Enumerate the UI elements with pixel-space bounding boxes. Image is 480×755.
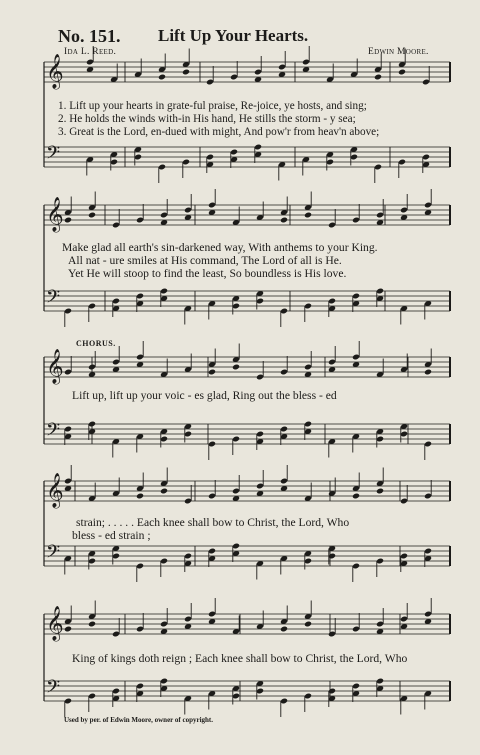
note-head (158, 74, 166, 81)
note-head (304, 621, 312, 628)
bass-clef: 𝄢 (46, 420, 61, 445)
verse-line-4: Make glad all earth's sin-darkened way, With anthems to your King. (62, 241, 378, 254)
note-head (160, 488, 168, 495)
note-head (64, 626, 72, 633)
bass-clef: 𝄢 (46, 287, 61, 312)
verse-line-6: Yet He will stoop to find the least, So boundless is His love. (68, 267, 347, 280)
note-head (88, 621, 96, 628)
lyricist-credit: Ida L. Reed. (64, 47, 117, 57)
note-head (304, 212, 312, 219)
verse-line-1: 1. Lift up your hearts in grate-ful praise, Re-joice, ye hosts, and sing; (58, 100, 367, 112)
note-head (232, 364, 240, 371)
bass-clef: 𝄢 (46, 677, 61, 702)
chorus-line-1: Lift up, lift up your voic - es glad, Ring out the bless - ed (72, 389, 337, 402)
note-head (136, 493, 144, 500)
verse-line-2: 2. He holds the winds with-in His hand, He stills the storm - y sea; (58, 113, 356, 125)
bass-clef: 𝄢 (46, 542, 61, 567)
note-head (182, 69, 190, 76)
hymn-number: No. 151. (58, 26, 121, 46)
chorus-line-2: strain; . . . . . Each knee shall bow to Christ, the Lord, Who (76, 516, 350, 529)
note-head (208, 369, 216, 376)
note-head (280, 626, 288, 633)
chorus-line-2-alt: bless - ed strain ; (72, 529, 151, 542)
note-head (88, 212, 96, 219)
note-head (64, 217, 72, 224)
verse-line-3: 3. Great is the Lord, en-dued with might, And pow'r from heav'n above; (58, 126, 380, 138)
note-head (398, 69, 406, 76)
treble-clef: 𝄞 (46, 54, 64, 89)
note-head (374, 74, 382, 81)
note-head (352, 493, 360, 500)
treble-clef: 𝄞 (46, 606, 64, 641)
chorus-label: CHORUS. (76, 339, 116, 348)
treble-clef: 𝄞 (46, 197, 64, 232)
note-head (376, 488, 384, 495)
hymn-title: Lift Up Your Hearts. (158, 26, 309, 45)
note-head (424, 369, 432, 376)
bass-clef: 𝄢 (46, 143, 61, 168)
verse-line-5: All nat - ure smiles at His command, The Lord of all is He. (68, 254, 342, 267)
composer-credit: Edwin Moore. (368, 47, 429, 57)
chorus-line-3: King of kings doth reign ; Each knee shall bow to Christ, the Lord, Who (72, 652, 408, 665)
note-head (280, 217, 288, 224)
copyright-note: Used by per. of Edwin Moore, owner of copyright. (64, 716, 214, 724)
treble-clef: 𝄞 (46, 349, 64, 384)
treble-clef: 𝄞 (46, 473, 64, 508)
